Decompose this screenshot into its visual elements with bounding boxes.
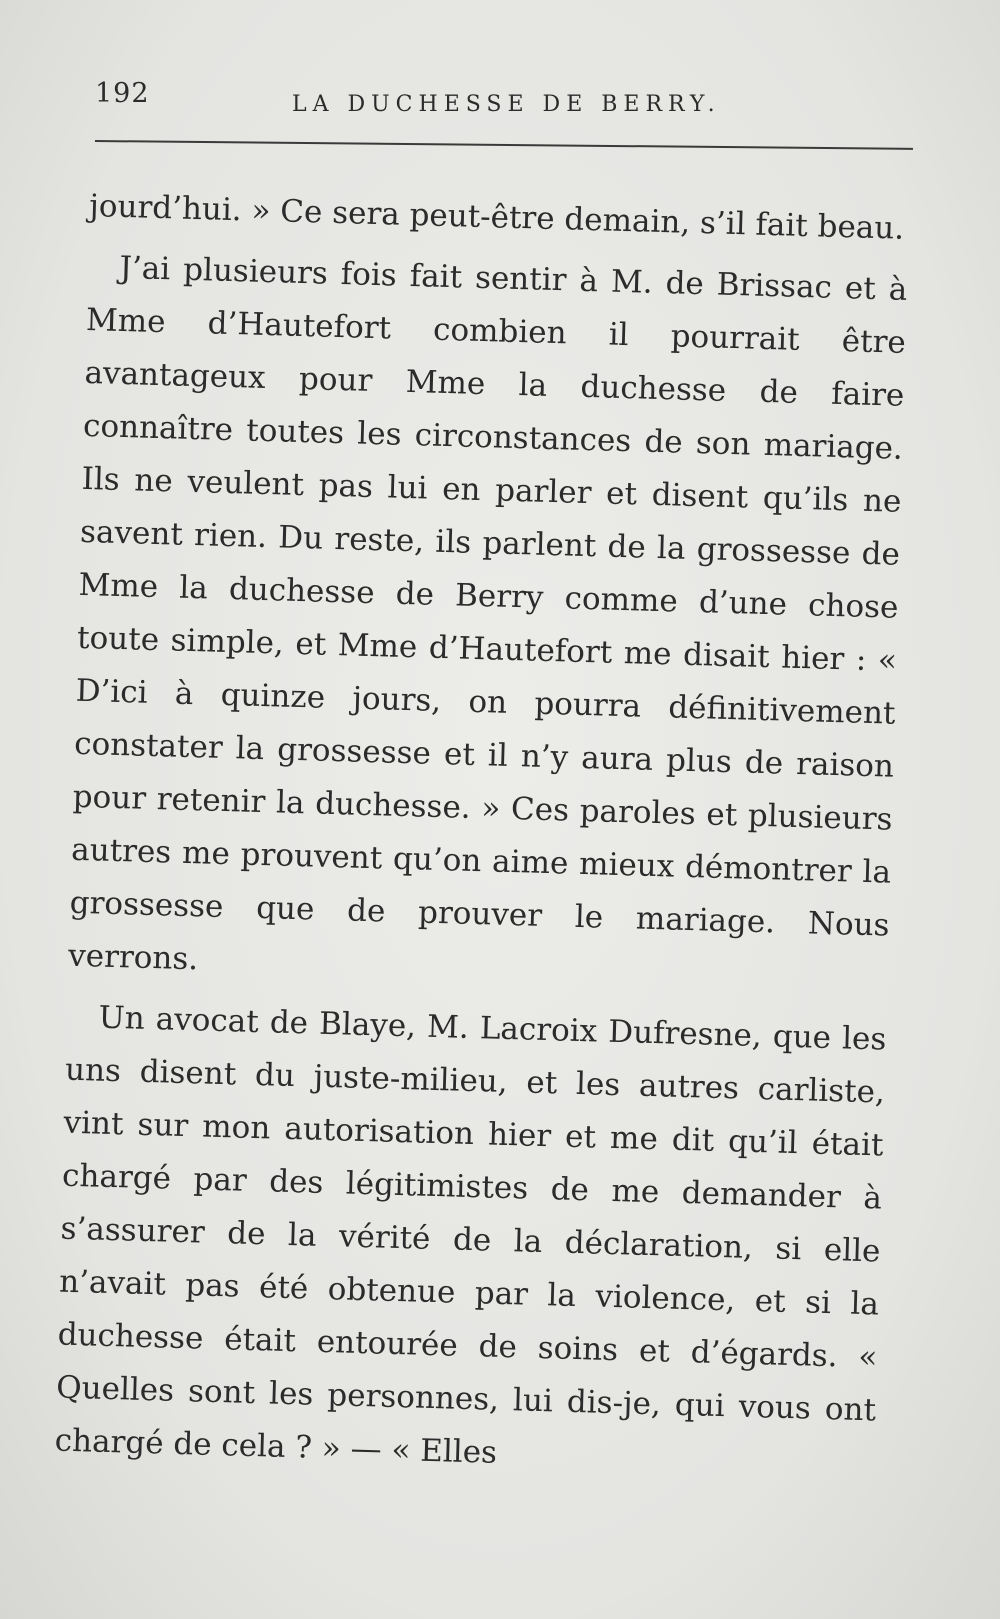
paragraph-2: J’ai plusieurs fois fait sentir à M. de Brissac et à Mme d’Hautefort combien il pourrait être avantageux pour Mme la duchesse de faire connaître toutes les circonstances de son mariage. Ils ne veulent pas lui en parler et disent qu’ils ne savent rien. Du reste, ils parlent de la grossesse de Mme la duchesse de Berry comme d’une chose toute simple, et Mme d’Hautefort me disait hier : « D’ici à quinze jours, on pourra définitivement constater la grossesse et il n’y aura plus de raison pour retenir la duchesse. » Ces paroles et plusieurs autres me prouvent qu’on aime mieux démontrer la grossesse que de prouver le mariage. Nous verrons. [67, 249, 908, 978]
paragraph-1: jourd’hui. » Ce sera peut-être demain, s’il fait beau. [88, 187, 905, 247]
body-text [54, 180, 910, 1490]
paragraph-3: Un avocat de Blaye, M. Lacroix Dufresne, que les uns disent du juste-milieu, et les autres carliste, vint sur mon autorisation hier et me dit qu’il était chargé par des légitimistes de me demander à s’assurer de la vérité de la déclaration, si elle n’avait pas été obtenue par la violence, et si la duchesse était entourée de soins et d’égards. « Quelles sont les personnes, lui dis-je, qui vous ont chargé de cela ? » — « Elles [54, 999, 887, 1471]
page-number: 192 [95, 78, 150, 109]
header-rule [95, 140, 913, 150]
running-title: LA DUCHESSE DE BERRY. [292, 92, 721, 117]
